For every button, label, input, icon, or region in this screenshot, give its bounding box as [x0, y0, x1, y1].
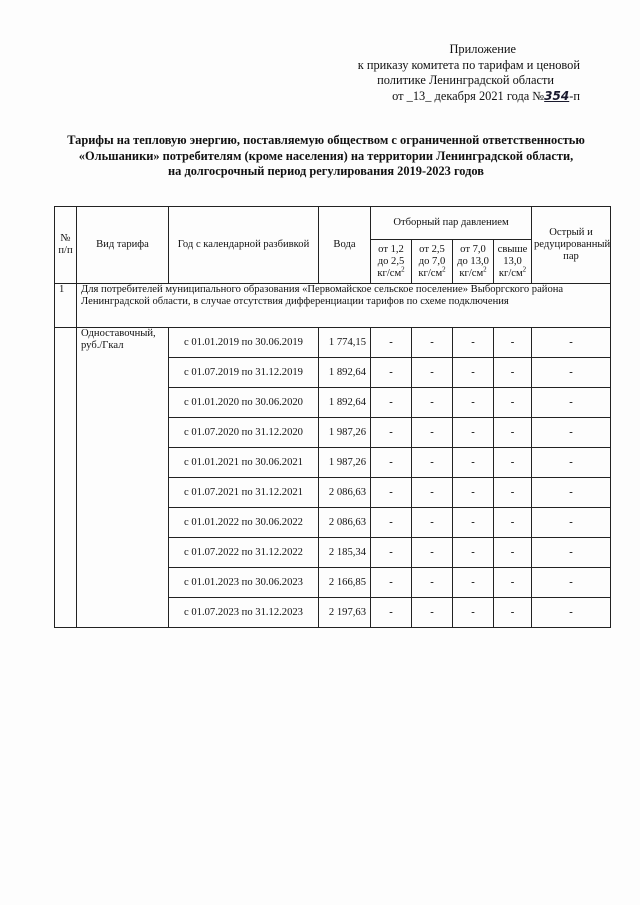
header-steam-3: от 7,0 до 13,0 $кг/см^2$	[453, 240, 494, 284]
dash-cell: -	[453, 328, 494, 358]
period-cell: с 01.07.2020 по 31.12.2020	[169, 418, 319, 448]
dash-cell: -	[453, 388, 494, 418]
header-sharp-steam: Острый и редуцированный пар	[532, 207, 611, 284]
dash-cell: -	[532, 388, 611, 418]
table-row	[55, 328, 611, 358]
dash-cell: -	[532, 478, 611, 508]
order-number: 354	[544, 88, 570, 103]
header-period: Год с календарной разбивкой	[169, 207, 319, 284]
dash-cell: -	[494, 508, 532, 538]
dash-cell: -	[453, 448, 494, 478]
dash-cell: -	[494, 538, 532, 568]
water-value-cell: 1 774,15	[319, 328, 371, 358]
dash-cell: -	[532, 418, 611, 448]
header-steam-2: от 2,5 до 7,0 $кг/см^2$	[412, 240, 453, 284]
period-cell: с 01.01.2020 по 30.06.2020	[169, 388, 319, 418]
dash-cell: -	[371, 478, 412, 508]
dash-cell: -	[532, 358, 611, 388]
water-value-cell: 1 892,64	[319, 358, 371, 388]
water-value-cell: 1 987,26	[319, 418, 371, 448]
period-cell: с 01.07.2021 по 31.12.2021	[169, 478, 319, 508]
dash-cell: -	[453, 508, 494, 538]
header-num: № п/п	[55, 207, 77, 284]
dash-cell: -	[412, 388, 453, 418]
period-cell: с 01.01.2019 по 30.06.2019	[169, 328, 319, 358]
dash-cell: -	[453, 598, 494, 628]
water-value-cell: 2 086,63	[319, 508, 371, 538]
header-steam-1: от 1,2 до 2,5 $кг/см^2$	[371, 240, 412, 284]
title-line-2: «Ольшаники» потребителям (кроме населения) на территории Ленинградской области,	[78, 148, 574, 163]
dash-cell: -	[532, 598, 611, 628]
dash-cell: -	[494, 478, 532, 508]
dash-cell: -	[532, 508, 611, 538]
group-row	[55, 284, 611, 328]
dash-cell: -	[412, 328, 453, 358]
order-suffix: -п	[569, 88, 580, 103]
dash-cell: -	[494, 598, 532, 628]
header-steam-group: Отборный пар давлением	[371, 207, 532, 240]
dash-cell: -	[412, 508, 453, 538]
dash-cell: -	[412, 538, 453, 568]
dash-cell: -	[371, 538, 412, 568]
water-value-cell: 1 987,26	[319, 448, 371, 478]
dash-cell: -	[494, 568, 532, 598]
header-tariff-type: Вид тарифа	[77, 207, 169, 284]
dash-cell: -	[532, 568, 611, 598]
header-steam-4: свыше 13,0 $кг/см^2$	[494, 240, 532, 284]
row-num-empty	[55, 328, 77, 628]
dash-cell: -	[371, 448, 412, 478]
dash-cell: -	[371, 598, 412, 628]
dash-cell: -	[453, 568, 494, 598]
header-water: Вода	[319, 207, 371, 284]
dash-cell: -	[371, 568, 412, 598]
title-line-1: Тарифы на тепловую энергию, поставляемую обществом с ограниченной ответственностью	[67, 133, 585, 147]
water-value-cell: 2 197,63	[319, 598, 371, 628]
appendix-date-line	[340, 89, 580, 105]
tariff-table	[54, 206, 611, 628]
dash-cell: -	[371, 328, 412, 358]
dash-cell: -	[412, 358, 453, 388]
period-cell: с 01.07.2019 по 31.12.2019	[169, 358, 319, 388]
water-value-cell: 2 185,34	[319, 538, 371, 568]
dash-cell: -	[453, 538, 494, 568]
dash-cell: -	[412, 448, 453, 478]
dash-cell: -	[412, 418, 453, 448]
dash-cell: -	[371, 508, 412, 538]
header-row-1	[55, 207, 611, 240]
dash-cell: -	[412, 568, 453, 598]
group-number: 1	[55, 284, 77, 328]
water-value-cell: 1 892,64	[319, 388, 371, 418]
group-description: Для потребителей муниципального образования «Первомайское сельское поселение» Выборгского района Ленинградской области, в случае отсутствия дифференциации тарифов по схеме подключения	[77, 284, 611, 328]
dash-cell: -	[412, 478, 453, 508]
period-cell: с 01.01.2021 по 30.06.2021	[169, 448, 319, 478]
dash-cell: -	[494, 358, 532, 388]
dash-cell: -	[453, 358, 494, 388]
appendix-header	[340, 42, 580, 104]
appendix-title: Приложение	[449, 42, 516, 56]
period-cell: с 01.01.2023 по 30.06.2023	[169, 568, 319, 598]
dash-cell: -	[532, 448, 611, 478]
appendix-date: от _13_ декабря 2021 года №	[392, 88, 545, 103]
dash-cell: -	[412, 598, 453, 628]
dash-cell: -	[371, 388, 412, 418]
period-cell: с 01.07.2022 по 31.12.2022	[169, 538, 319, 568]
dash-cell: -	[494, 328, 532, 358]
dash-cell: -	[371, 358, 412, 388]
dash-cell: -	[494, 418, 532, 448]
appendix-order-ref: к приказу комитета по тарифам и ценовой	[357, 57, 580, 72]
dash-cell: -	[453, 478, 494, 508]
title-line-3: на долгосрочный период регулирования 2019-2023 годов	[168, 164, 484, 178]
dash-cell: -	[532, 538, 611, 568]
dash-cell: -	[532, 328, 611, 358]
period-cell: с 01.07.2023 по 31.12.2023	[169, 598, 319, 628]
dash-cell: -	[494, 388, 532, 418]
dash-cell: -	[494, 448, 532, 478]
appendix-committee: политике Ленинградской области	[377, 73, 554, 87]
document-title	[40, 133, 612, 180]
tariff-label: Одноставочный, руб./Гкал	[77, 328, 169, 628]
dash-cell: -	[453, 418, 494, 448]
period-cell: с 01.01.2022 по 30.06.2022	[169, 508, 319, 538]
water-value-cell: 2 086,63	[319, 478, 371, 508]
dash-cell: -	[371, 418, 412, 448]
water-value-cell: 2 166,85	[319, 568, 371, 598]
